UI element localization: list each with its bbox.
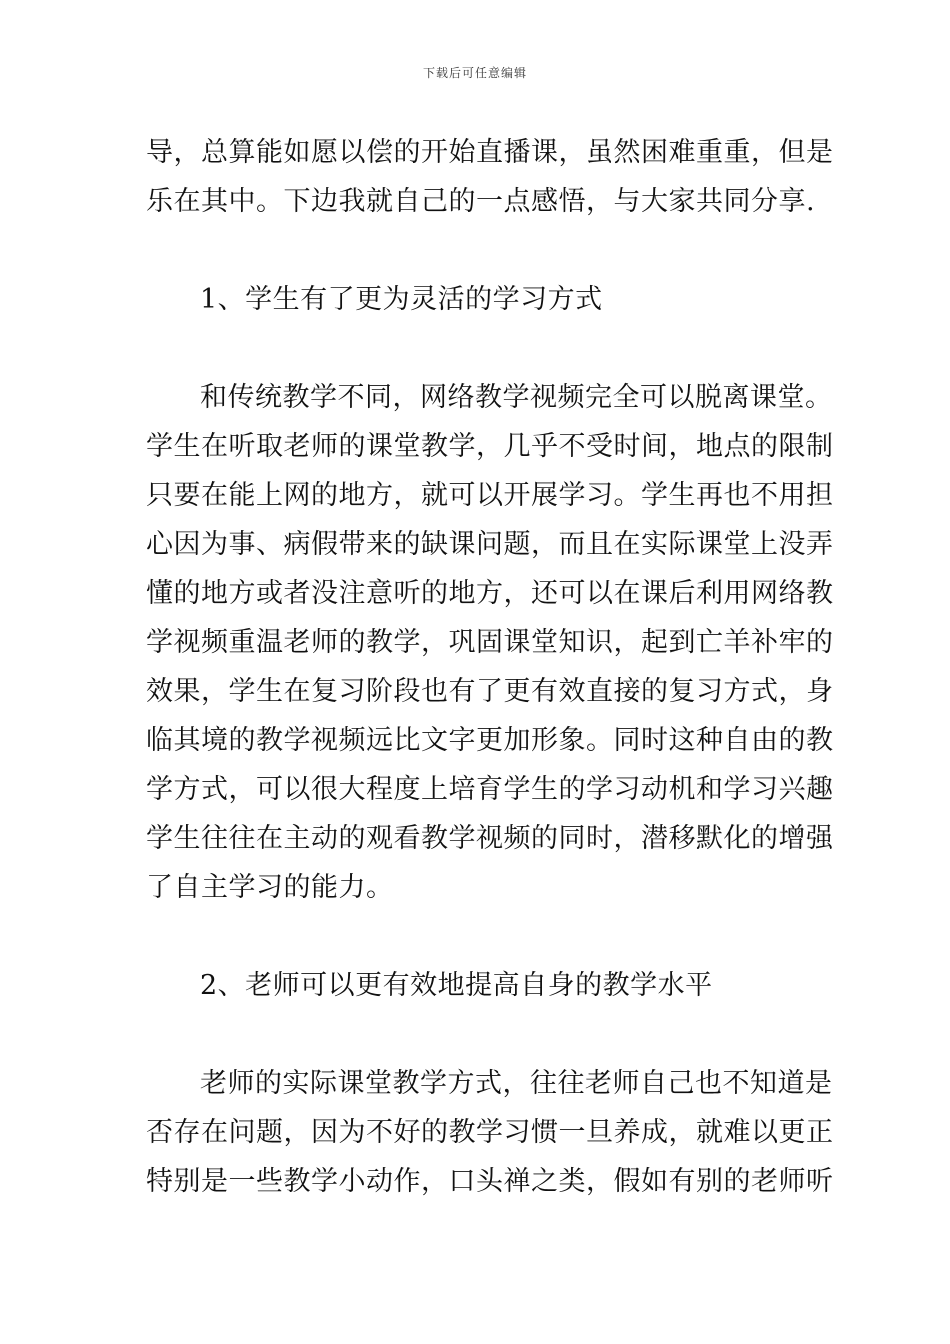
text-line: 学方式，可以很大程度上培育学生的学习动机和学习兴趣: [146, 774, 834, 805]
text-line: 懂的地方或者没注意听的地方，还可以在课后利用网络教: [146, 578, 834, 609]
paragraph-first-line: 老师的实际课堂教学方式，往往老师自己也不知道是: [200, 1068, 833, 1099]
blank-line: [146, 324, 808, 373]
blank-line: [146, 912, 808, 961]
page-header: 下载后可任意编辑: [422, 66, 527, 80]
text-line: 学生往往在主动的观看教学视频的同时，潜移默化的增强: [146, 823, 834, 854]
blank-line: [146, 1010, 808, 1059]
section-heading-1: 1、学生有了更为灵活的学习方式: [200, 284, 603, 315]
text-line: 了自主学习的能力。: [146, 872, 394, 903]
text-line: 特别是一些教学小动作，口头禅之类，假如有别的老师听: [146, 1166, 834, 1197]
text-line: 乐在其中。下边我就自己的一点感悟，与大家共同分享.: [146, 186, 816, 217]
document-body: [146, 128, 834, 1206]
text-line: 只要在能上网的地方，就可以开展学习。学生再也不用担: [146, 480, 834, 511]
section-heading-2: 2、老师可以更有效地提高自身的教学水平: [200, 970, 713, 1001]
paragraph-first-line: 和传统教学不同，网络教学视频完全可以脱离课堂。: [200, 382, 833, 413]
text-line: 导，总算能如愿以偿的开始直播课，虽然困难重重，但是: [146, 137, 834, 168]
blank-line: [146, 226, 808, 275]
text-line: 临其境的教学视频远比文字更加形象。同时这种自由的教: [146, 725, 834, 756]
text-line: 否存在问题，因为不好的教学习惯一旦养成，就难以更正: [146, 1117, 834, 1148]
text-line: 效果，学生在复习阶段也有了更有效直接的复习方式，身: [146, 676, 834, 707]
text-line: 学视频重温老师的教学，巩固课堂知识，起到亡羊补牢的: [146, 627, 834, 658]
text-line: 心因为事、病假带来的缺课问题，而且在实际课堂上没弄: [146, 529, 834, 560]
text-line: 学生在听取老师的课堂教学，几乎不受时间，地点的限制: [146, 431, 834, 462]
